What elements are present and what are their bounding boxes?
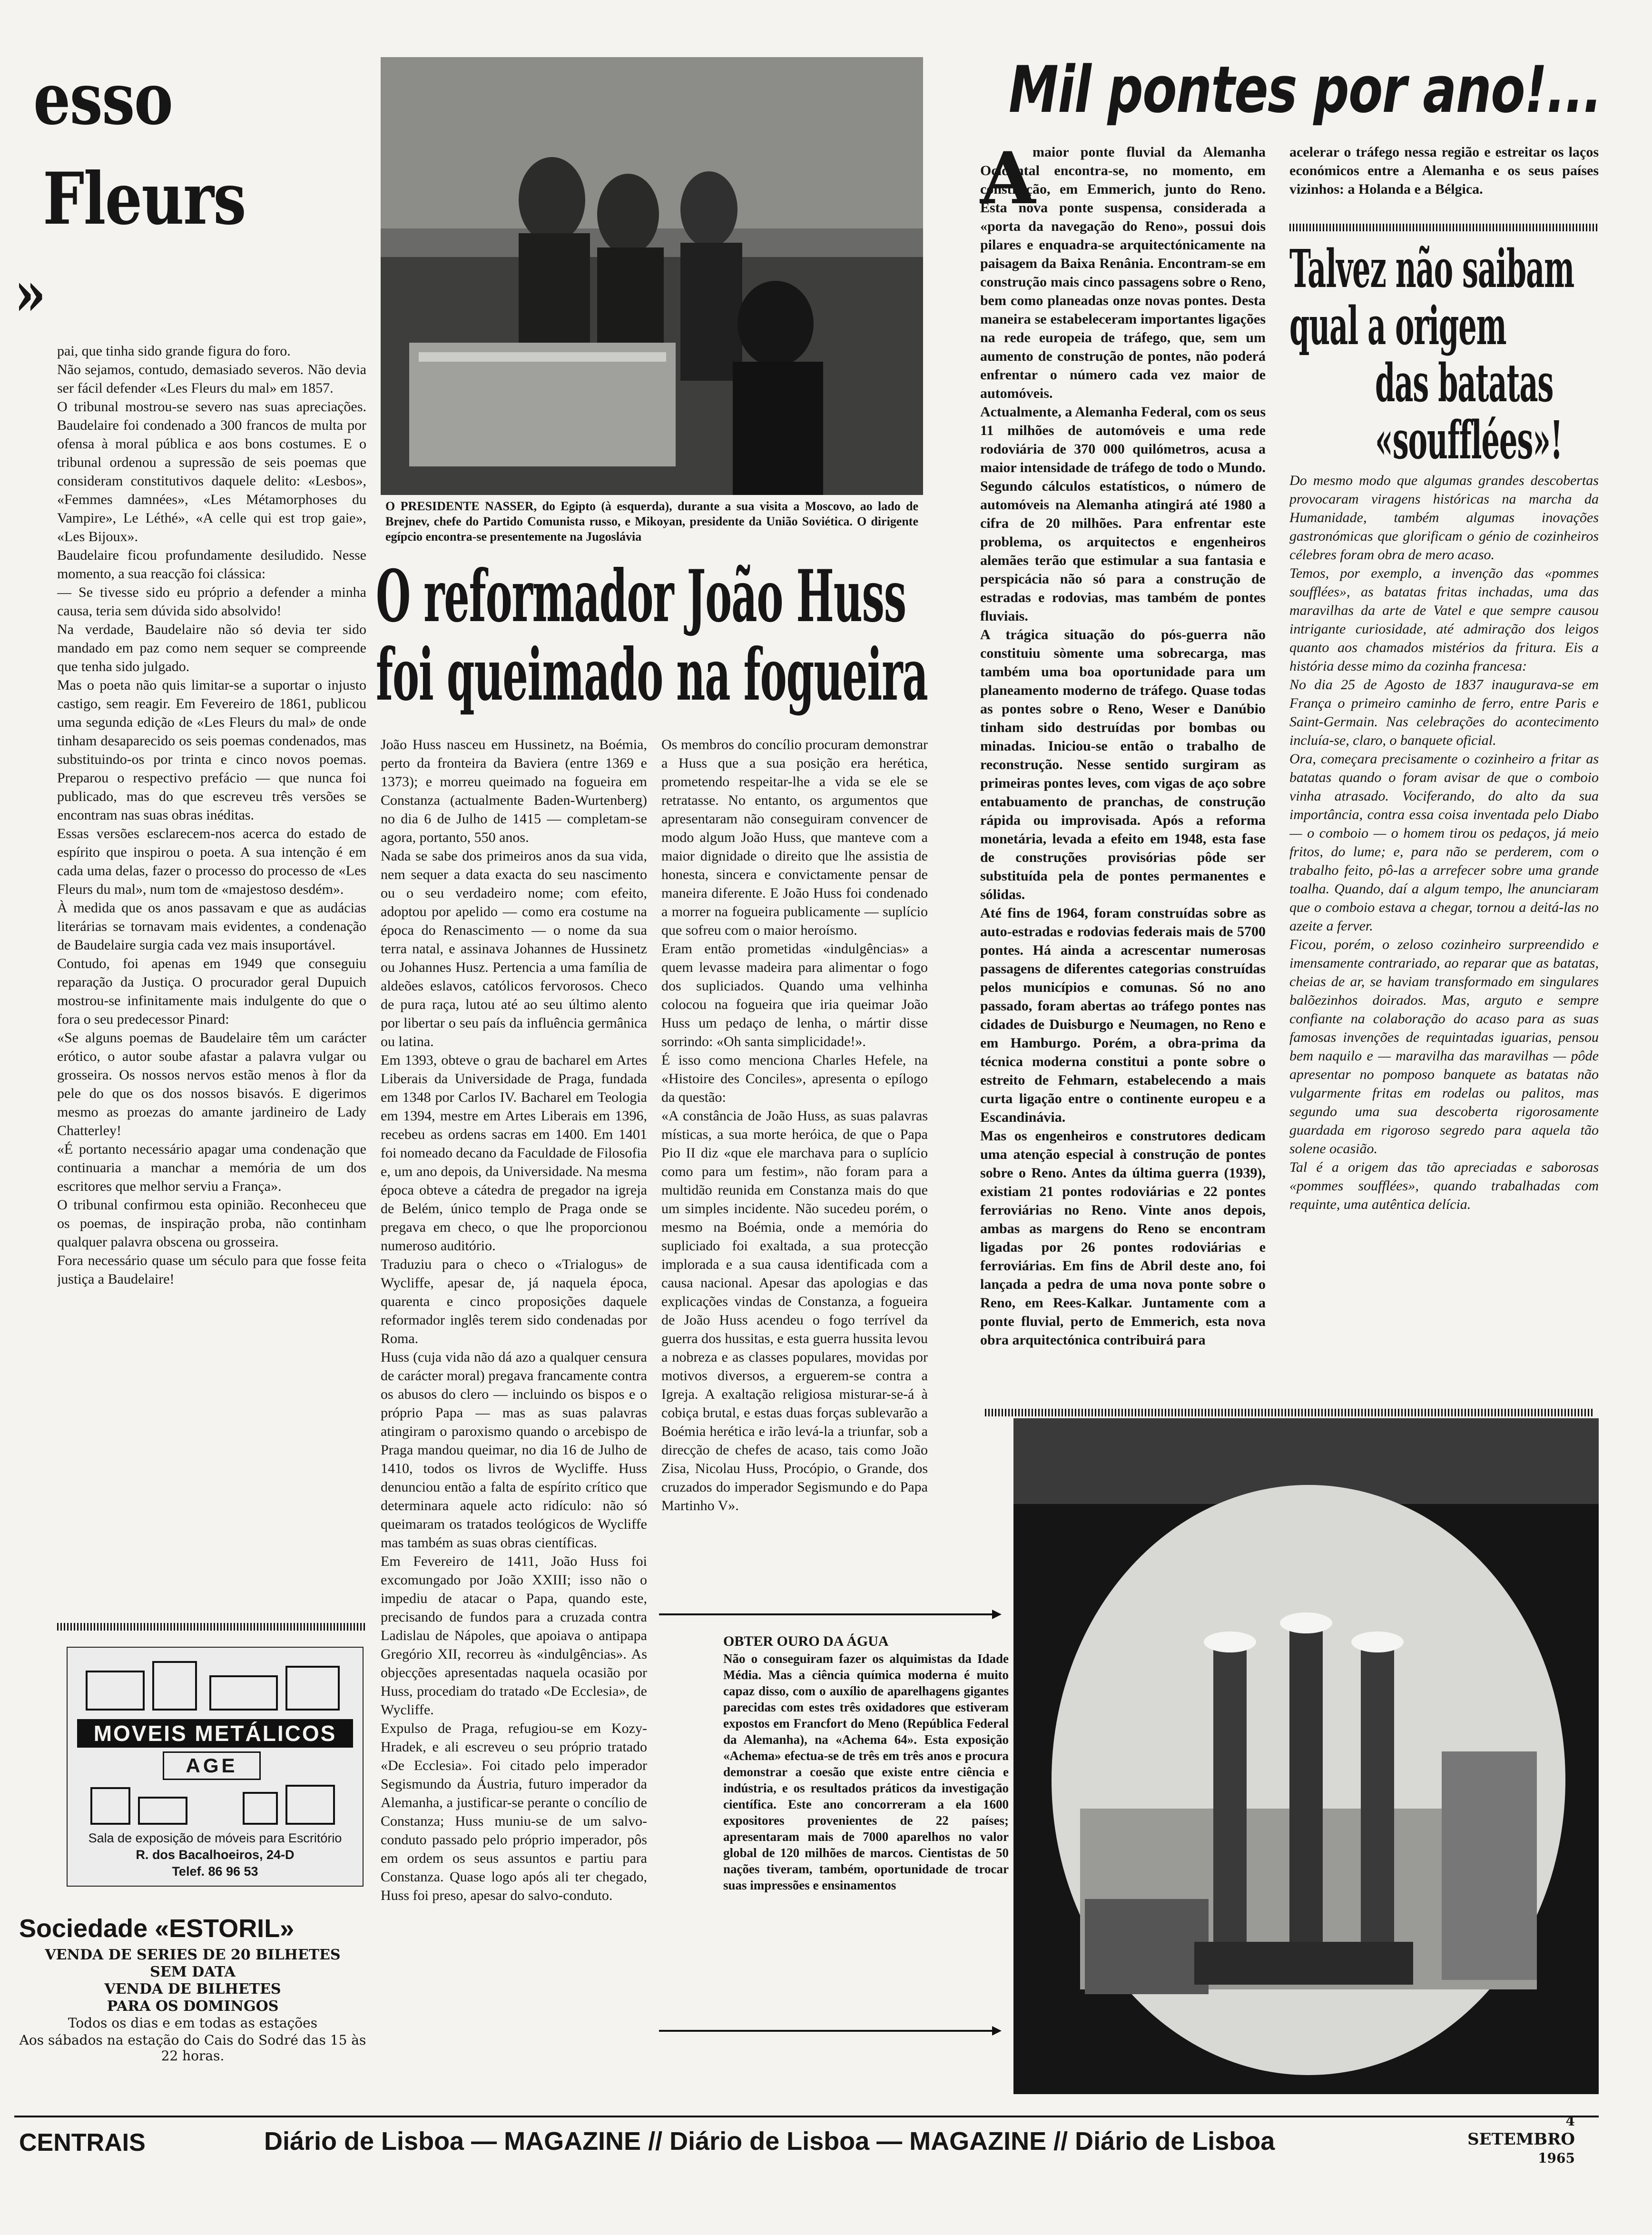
left-title-line-3: » xyxy=(14,257,45,330)
right-divider-hatch xyxy=(985,1409,1594,1416)
moveis-company: AGE xyxy=(163,1751,261,1780)
footer-banner: Diário de Lisboa — MAGAZINE // Diário de Lisboa — MAGAZINE // Diário de Lisboa xyxy=(264,2127,1275,2156)
estoril-line-4: PARA OS DOMINGOS xyxy=(107,1998,279,2015)
estoril-line-3: VENDA DE BILHETES xyxy=(104,1981,281,1998)
moveis-line-2: R. dos Bacalhoeiros, 24-D xyxy=(136,1848,295,1862)
left-title-line-1: esso xyxy=(33,57,173,141)
pontes-dropcap: A xyxy=(980,137,1036,220)
footer-rule xyxy=(14,2116,1599,2117)
batatas-headline-1: Talvez não saibam xyxy=(1289,238,1574,299)
footer-day: 4 xyxy=(1565,2113,1575,2129)
moveis-phone: Telef. 86 96 53 xyxy=(172,1864,258,1879)
huss-headline-1: O reformador João Huss xyxy=(376,554,906,638)
batatas-headline-2: qual a origem xyxy=(1289,295,1506,356)
nasser-caption: O PRESIDENTE NASSER, do Egipto (à esquerda), durante a sua visita a Moscovo, ao lado de Brejnev, chefe do Partido Comunista russo, e Mikoyan, presidente da União Soviética. O dirigente egípcio encontra-se presentemente na Jugoslávia xyxy=(385,499,918,544)
estoril-line-5: Todos os dias e em todas as estações xyxy=(68,2015,318,2031)
ouro-title: OBTER OURO DA ÁGUA xyxy=(723,1633,889,1649)
left-story-text: pai, que tinha sido grande figura do foro. Não sejamos, contudo, demasiado severos. Não devia ser fácil defender «Les Fleurs du mal» em 1857. O tribunal mostrou-se severo nas suas apreciações. Baudelaire foi condenado a 300 francos de multa por ofensa à moral pública e aos bons costumes. E o tribunal ordenou a supressão de seis poemas que consideram constitutivos daquele delito: «Lesbos», «Femmes damnées», «Les Métamorphoses du Vampire», Le Léthé», «A celle qui est trop gaie», «Les Bijoux». Baudelaire ficou profundamente desiludido. Nesse momento, a sua reacção foi clássica: — Se tivesse sido eu próprio a defender a minha causa, teria sem dúvida sido absolvido! Na verdade, Baudelaire não só devia ter sido mandado em paz como nem sequer se compreende que tenha sido julgado. Mas o poeta não quis limitar-se a suportar o injusto castigo, sem reagir. Em Fevereiro de 1861, publicou uma segunda edição de «Les Fleurs du mal» de onde tinham desaparecido os seis poemas condenados, mas substituindo-os por trinta e cinco novos poemas. Preparou o respectivo prefácio — que nunca foi publicado, mas do que escreveu três versões se encontram nas suas obras inéditas. Essas versões esclarecem-nos acerca do estado de espírito que inspirou o poeta. A sua intenção é em cada uma delas, fazer o processo do processo de «Les Fleurs du mal», num tom de «majestoso desdém». À medida que os anos passavam e que as audácias literárias se tornavam mais evidentes, a condenação de Baudelaire surgia cada vez mais insuportável. Contudo, foi apenas em 1949 que conseguiu reparação da Justiça. O procurador geral Dupuich mostrou-se infinitamente mais indulgente do que o fora o seu predecessor Pinard: «Se alguns poemas de Baudelaire têm um carácter erótico, o autor soube afastar a palavra vulgar ou grosseira. Os nossos nervos estão menos à flor da pele do que os dos nossos bisavós. E digerimos mesmo as proezas do amante jardineiro de Lady Chatterley! «É portanto necessário apagar uma condenação que continuaria a manchar a memória de um dos escritores que melhor serviu a França». O tribunal confirmou esta opinião. Reconheceu que os poemas, de inspiração proba, não continham qualquer palavra obscena ou grosseira. Fora necessário quase um século para que fosse feita justiça a Baudelaire! xyxy=(57,343,366,1287)
moveis-line-1: Sala de exposição de móveis para Escritório xyxy=(88,1831,342,1845)
left-title-line-2: Fleurs xyxy=(43,157,246,241)
estoril-title: Sociedade «ESTORIL» xyxy=(19,1914,295,1943)
huss-column-2: Os membros do concílio procuram demonstrar a Huss que a sua posição era herética, prometendo respeitar-lhe a vida se ele se retratasse. No entanto, os argumentos que apresentaram não conseguiram convencer de modo algum João Huss, que manteve com a maior dignidade o direito que lhe assistia de honesta, sincera e convictamente pensar de maneira diferente. E João Huss foi condenado a morrer na fogueira publicamente — suplício que sofreu com o maior heroísmo. Eram então prometidas «indulgências» a quem levasse madeira para alimentar o fogo dos supliciados. Quando uma velhinha colocou na fogueira que iria queimar João Huss um pedaço de lenha, o mártir disse sorrindo: «Oh santa simplicidade!». É isso como menciona Charles Hefele, na «Histoire des Conciles», apresenta o epílogo da questão: «A constância de João Huss, as suas palavras místicas, a sua morte heróica, de que o Papa Pio II diz «que ele marchava para o suplício como para um festim», não foram para a multidão reunida em Constanza mais do que um simples incidente. Não sucedeu porém, o mesmo na Boémia, onde a memória do supliciado foi exaltada, a sua protecção implorada e a sua causa identificada com a causa nacional. Apesar das apologias e das explicações vindas de Constanza, a fogueira de João Huss acendeu o fogo terrível da guerra dos hussitas, e esta guerra hussita levou a nobreza e as classes populares, movidas por motivos diversos, a erguerem-se contra a Igreja. A exaltação religiosa misturar-se-á à cobiça brutal, e estas duas forças sublevarão a Boémia herética e irão levá-la a triunfar, sob a direcção de chefes de acaso, tais como João Zisa, Nicolau Huss, Procópio, o Grande, dos cruzados do imperador Segismundo e do Papa Martinho V». xyxy=(661,737,928,1513)
achema-photo xyxy=(1013,1418,1599,2094)
estoril-line-2: SEM DATA xyxy=(150,1964,236,1980)
ouro-text: Não o conseguiram fazer os alquimistas da Idade Média. Mas a ciência química moderna é muito capaz disso, com o auxílio de aparelhagens gigantes parecidas com estes três oxidadores que estiveram expostos em Francfort do Meno (República Federal da Alemanha), na «Achema 64». Esta exposição «Achema» efectua-se de três em três anos e procura demonstrar a coesão que existe entre ciência e indústria, e os resultados práticos da investigação científica. Este ano concorreram a ela 1600 expositores provenientes de 22 países; apresentaram mais de 7000 aparelhos no valor global de 120 milhões de marcos. Cientistas de 50 nações tiveram, também, oportunidade de trocar suas impressões e ensinamentos xyxy=(723,1652,1009,1892)
huss-headline-2: foi queimado na fogueira xyxy=(376,633,928,717)
furniture-drawing-2 xyxy=(87,1783,344,1826)
footer-left: CENTRAIS xyxy=(19,2129,146,2156)
moveis-brand: MOVEIS METÁLICOS xyxy=(77,1719,353,1748)
furniture-drawing xyxy=(82,1657,348,1714)
moveis-ad xyxy=(67,1647,364,1887)
pontes-column-2: acelerar o tráfego nessa região e estreitar os laços económicos entre a Alemanha e os seus países vizinhos: a Holanda e a Bélgica. xyxy=(1289,144,1599,197)
footer-month: SETEMBRO xyxy=(1467,2130,1575,2149)
batatas-text: Do mesmo modo que algumas grandes descobertas provocaram viragens históricas na marcha da Humanidade, também algumas inovações gastronómicas que glorificam o génio de cozinheiros célebres foram obra de mero acaso. Temos, por exemplo, a invenção das «pommes soufflées», as batatas fritas inchadas, uma das maravilhas da arte de Vatel e que sempre causou intrigante curiosidade, até admiração dos leigos quanto aos chamados mistérios da fritura. Eis a história desse mimo da cozinha francesa: No dia 25 de Agosto de 1837 inaugurava-se em França o primeiro caminho de ferro, entre Paris e Saint-Germain. Nas celebrações do acontecimento incluía-se, claro, o banquete oficial. Ora, começara precisamente o cozinheiro a fritar as batatas quando o foram avisar de que o comboio vinha atrasado. Vociferando, do alto da sua importância, contra essa coisa inventada pelo Diabo — o comboio — o homem tirou os pedaços, já meio fritos, do lume; e, para não se perderem, com o trabalho feito, pô-las a arrefecer sobre uma grande toalha. Quando, daí a algum tempo, lhe anunciaram que o comboio estava a chegar, tornou a deitá-las no azeite a ferver. Ficou, porém, o zeloso cozinheiro surpreendido e imensamente contrariado, ao reparar que as batatas, cheias de ar, se haviam transformado em singulares balõezinhos doirados. Mas, arguto e sempre confiante na colaboração do acaso para as suas famosas invenções de requintadas iguarias, pensou bem naquilo e — maravilha das maravilhas — pôde apresentar no pomposo banquete as batatas não vulgarmente fritas em rodelas ou palitos, mas segundo uma sua descoberta rigorosamente guardada em rigoroso segredo para aquela tão solene ocasião. Tal é a origem das tão apreciadas e saborosas «pommes soufflées», quando trabalhadas com requinte, uma autêntica delícia. xyxy=(1289,473,1599,1212)
pontes-divider-hatch xyxy=(1289,224,1599,231)
huss-column-1: João Huss nasceu em Hussinetz, na Boémia, perto da fronteira da Baviera (entre 1369 e 1373); e morreu queimado na fogueira em Constanza (actualmente Baden-Wurtenberg) no dia 6 de Julho de 1415 — completam-se agora, portanto, 550 anos. Nada se sabe dos primeiros anos da sua vida, nem sequer a data exacta do seu nascimento ou o seu verdadeiro nome; com efeito, adoptou por apelido — como era costume na época do Renascimento — o nome da sua terra natal, e assinava Johannes de Hussinetz ou Johannes Husz. Pertencia a uma família de aldeões eslavos, católicos fervorosos. Checo de pura raça, lutou até ao seu último alento por libertar o seu país da influência germânica ou latina. Em 1393, obteve o grau de bacharel em Artes Liberais da Universidade de Praga, fundada em 1348 por Carlos IV. Bacharel em Teologia em 1394, mestre em Artes Liberais em 1396, recebeu as ordens sacras em 1400. Em 1401 foi nomeado decano da Faculdade de Filosofia e, um ano depois, da Universidade. Na mesma época obteve a cátedra de pregador na igreja de Belém, único templo de Praga onde se pregava em checo, o que lhe proporcionou numeroso auditório. Traduziu para o checo o «Trialogus» de Wycliffe, apesar de, já naquela época, quarenta e cinco proposições daquele reformador inglês terem sido condenadas por Roma. Huss (cuja vida não dá azo a qualquer censura de carácter moral) pregava francamente contra os abusos do clero — incluindo os bispos e o próprio Papa — mas as suas palavras atingiram o paroxismo quando o arcebispo de Praga mandou queimar, no dia 16 de Julho de 1410, todos os livros de Wycliffe. Huss denunciou então a falta de espírito crítico que determinara aquele acto ridículo: não só queimaram os tratados teológicos de Wycliffe mas também as suas obras científicas. Em Fevereiro de 1411, João Huss foi excomungado por João XXIII; isso não o impediu de atacar o Papa, quando este, precisando de fundos para a cruzada contra Ladislau de Nápoles, que apoiava o antipapa Gregório XII, recorreu às «indulgências». As objecções apresentadas naquela ocasião por Huss, procediam do tratado «De Ecclesia», de Wycliffe. Expulso de Praga, refugiou-se em Kozy-Hradek, e ali escreveu o seu próprio tratado «De Ecclesia». Foi citado pelo imperador Segismundo da Áustria, futuro imperador da Alemanha, a justificar-se perante o concílio de Constanza; Huss muniu-se de um salvo-conduto passado pelo próprio imperador, pôs em ordem os seus assuntos e partiu para Constanza. Quase logo após ali ter chegado, Huss foi preso, apesar do salvo-conduto. xyxy=(381,737,647,1903)
estoril-line-1: VENDA DE SERIES DE 20 BILHETES xyxy=(45,1947,341,1963)
arrow-ouro-2 xyxy=(659,2025,1002,2037)
nasser-photo xyxy=(381,57,923,495)
pontes-headline: Mil pontes por ano!... xyxy=(1009,52,1602,127)
footer-year: 1965 xyxy=(1538,2150,1575,2166)
batatas-headline-3: das batatas xyxy=(1375,352,1554,414)
ouro-box xyxy=(723,1632,1009,2013)
left-divider-hatch xyxy=(57,1623,366,1631)
arrow-ouro-1 xyxy=(659,1609,1002,1620)
batatas-headline-4: «soufflées»! xyxy=(1375,409,1563,471)
estoril-ad xyxy=(19,1913,366,2064)
estoril-line-6: Aos sábados na estação do Cais do Sodré das 15 às 22 horas. xyxy=(19,2032,366,2064)
pontes-column-1: maior ponte fluvial da Alemanha Ocidental encontra-se, no momento, em construção, em Emmerich, junto do Reno. Esta nova ponte suspensa, considerada a «porta da navegação do Reno», possui dois pilares e enquadra-se arquitectónicamente na paisagem da Baixa Renânia. Encontram-se em construção mais cinco passagens sobre o Reno, bem como planeadas onze novas pontes. Desta maneira se estabeleceram importantes ligações na rede europeia de tráfego, que, sem um aumento de construção de pontes, não poderá enfrentar o número cada vez maior de automóveis. Actualmente, a Alemanha Federal, com os seus 11 milhões de automóveis e uma rede rodoviária de 370 000 quilómetros, acusa a maior intensidade de tráfego de todo o Mundo. Segundo cálculos estatísticos, o número de automóveis na Alemanha atingirá até 1980 a cifra de 20 milhões. Para enfrentar este problema, os arquitectos e engenheiros alemães terão que estimular a sua fantasia e perspicácia não só para a construção de estradas e rodovias, mas também de pontes fluviais. A trágica situação do pós-guerra não constituiu sòmente uma sobrecarga, mas também uma boa oportunidade para um planeamento moderno de tráfego. Quase todas as pontes sobre o Reno, Weser e Danúbio tinham sido destruídas por bombas ou minadas. Iniciou-se então o trabalho de reconstrução. Nesse sentido surgiram as primeiras pontes leves, com vigas de aço sobre entabuamento de pranchas, de construção rápida ou improvisada. Após a reforma monetária, levada a efeito em 1948, esta fase de construções provisórias pôde ser substituída pela de pontes permanentes e sólidas. Até fins de 1964, foram construídas sobre as auto-estradas e rodovias federais mais de 5700 pontes. Há ainda a acrescentar numerosas passagens de diferentes categorias construídas pelos municípios e comunas. Só no ano passado, foram abertas ao tráfego pontes nas cidades de Duisburgo e Neumagen, no Reno e em Hamburgo. Porém, a obra-prima da técnica moderna constitui a ponte sobre o estreito de Fehmarn, estabelecendo a mais curta ligação entre o continente europeu e a Escandinávia. Mas os engenheiros e construtores dedicam uma atenção especial à construção de pontes sobre o Reno. Antes da última guerra (1939), existiam 21 pontes rodoviárias e 22 pontes ferroviárias no Reno. Vinte anos depois, ambas as margens do Reno se encontram ligadas por 26 pontes rodoviárias e ferroviárias. Em fins de Abril deste ano, foi lançada a pedra de uma nova ponte sobre o Reno, em Rees-Kalkar. Juntamente com a ponte fluvial, perto de Emmerich, esta nova obra arquitectónica contribuirá para xyxy=(980,144,1266,1348)
